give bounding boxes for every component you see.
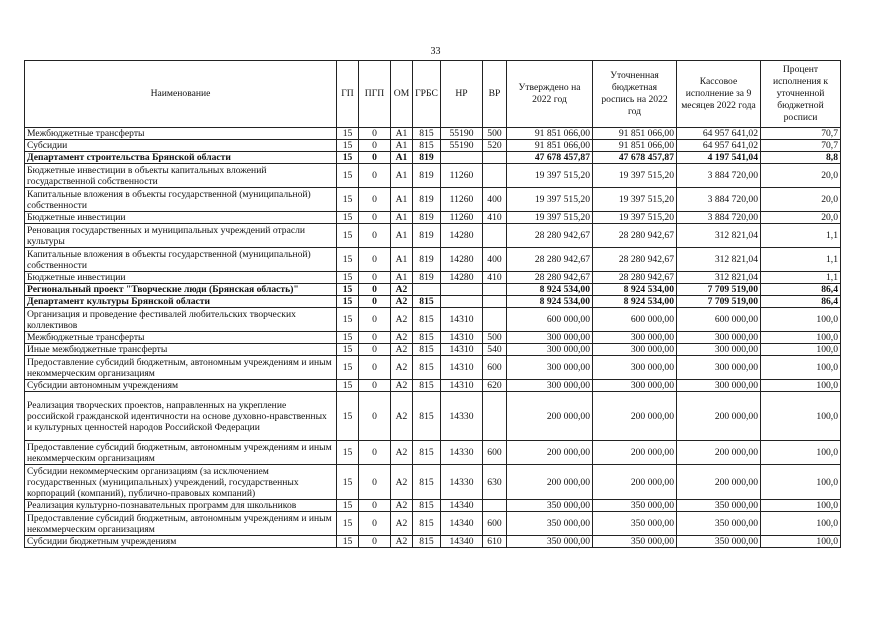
row-cash: 312 821,04 [677, 248, 761, 272]
row-percent: 70,7 [761, 140, 841, 152]
row-name: Реализация культурно-познавательных программ для школьников [25, 500, 337, 512]
row-vr: 600 [483, 356, 507, 380]
row-cash: 312 821,04 [677, 272, 761, 284]
row-vr: 410 [483, 272, 507, 284]
row-om: А1 [391, 272, 413, 284]
row-approved: 200 000,00 [507, 465, 593, 500]
row-grbs: 815 [413, 332, 441, 344]
row-cash: 64 957 641,02 [677, 128, 761, 140]
row-om: А2 [391, 332, 413, 344]
row-name: Межбюджетные трансферты [25, 332, 337, 344]
row-vr: 600 [483, 441, 507, 465]
row-approved: 47 678 457,87 [507, 152, 593, 164]
row-ppgp: 0 [359, 441, 391, 465]
row-name: Субсидии некоммерческим организациям (за исключением государственных (муниципальных) учреждений, государственных корпораций (компаний), публично-правовых компаний) [25, 465, 337, 500]
row-refined: 28 280 942,67 [593, 272, 677, 284]
table-row [25, 465, 841, 500]
row-ppgp: 0 [359, 296, 391, 308]
row-grbs: 815 [413, 512, 441, 536]
row-gp: 15 [337, 465, 359, 500]
header-vr: ВР [483, 61, 507, 128]
row-grbs: 815 [413, 128, 441, 140]
row-refined: 600 000,00 [593, 308, 677, 332]
header-cash: Кассовое исполнение за 9 месяцев 2022 года [677, 61, 761, 128]
row-grbs: 815 [413, 140, 441, 152]
row-approved: 300 000,00 [507, 332, 593, 344]
row-np: 14280 [441, 272, 483, 284]
row-approved: 19 397 515,20 [507, 164, 593, 188]
row-om: А1 [391, 248, 413, 272]
row-refined: 200 000,00 [593, 392, 677, 441]
row-grbs: 819 [413, 224, 441, 248]
header-np: НР [441, 61, 483, 128]
row-om: А2 [391, 344, 413, 356]
row-name: Бюджетные инвестиции [25, 212, 337, 224]
row-percent: 100,0 [761, 308, 841, 332]
row-refined: 350 000,00 [593, 512, 677, 536]
row-gp: 15 [337, 140, 359, 152]
row-cash: 3 884 720,00 [677, 212, 761, 224]
row-np: 11260 [441, 164, 483, 188]
row-cash: 300 000,00 [677, 344, 761, 356]
row-om: А1 [391, 128, 413, 140]
row-grbs: 815 [413, 500, 441, 512]
row-grbs: 815 [413, 536, 441, 548]
row-refined: 28 280 942,67 [593, 224, 677, 248]
row-grbs: 819 [413, 152, 441, 164]
table-row [25, 212, 841, 224]
table-row [25, 248, 841, 272]
row-name: Департамент строительства Брянской области [25, 152, 337, 164]
row-cash: 600 000,00 [677, 308, 761, 332]
row-ppgp: 0 [359, 392, 391, 441]
row-cash: 4 197 541,04 [677, 152, 761, 164]
row-percent: 1,1 [761, 272, 841, 284]
row-name: Организация и проведение фестивалей любительских творческих коллективов [25, 308, 337, 332]
row-gp: 15 [337, 332, 359, 344]
row-refined: 300 000,00 [593, 344, 677, 356]
row-vr [483, 392, 507, 441]
row-approved: 350 000,00 [507, 500, 593, 512]
row-gp: 15 [337, 392, 359, 441]
row-refined: 300 000,00 [593, 380, 677, 392]
row-grbs: 815 [413, 380, 441, 392]
row-refined: 19 397 515,20 [593, 212, 677, 224]
row-vr: 630 [483, 465, 507, 500]
row-refined: 8 924 534,00 [593, 284, 677, 296]
header-gp: ГП [337, 61, 359, 128]
row-vr: 500 [483, 332, 507, 344]
row-ppgp: 0 [359, 248, 391, 272]
table-row [25, 296, 841, 308]
row-np: 11260 [441, 188, 483, 212]
row-om: А2 [391, 500, 413, 512]
row-refined: 91 851 066,00 [593, 128, 677, 140]
header-approved: Утверждено на 2022 год [507, 61, 593, 128]
row-cash: 7 709 519,00 [677, 296, 761, 308]
header-refined: Уточненная бюджетная роспись на 2022 год [593, 61, 677, 128]
row-name: Бюджетные инвестиции в объекты капитальных вложений государственной собственности [25, 164, 337, 188]
row-percent: 70,7 [761, 128, 841, 140]
row-gp: 15 [337, 308, 359, 332]
row-vr [483, 152, 507, 164]
row-percent: 8,8 [761, 152, 841, 164]
header-percent: Процент исполнения к уточненной бюджетной росписи [761, 61, 841, 128]
row-om: А2 [391, 296, 413, 308]
row-name: Департамент культуры Брянской области [25, 296, 337, 308]
row-gp: 15 [337, 284, 359, 296]
row-ppgp: 0 [359, 512, 391, 536]
row-cash: 200 000,00 [677, 465, 761, 500]
row-refined: 300 000,00 [593, 356, 677, 380]
row-grbs: 819 [413, 164, 441, 188]
table-row [25, 344, 841, 356]
row-approved: 300 000,00 [507, 380, 593, 392]
row-gp: 15 [337, 344, 359, 356]
row-np: 55190 [441, 140, 483, 152]
row-np: 14330 [441, 441, 483, 465]
row-refined: 28 280 942,67 [593, 248, 677, 272]
row-gp: 15 [337, 152, 359, 164]
row-refined: 300 000,00 [593, 332, 677, 344]
row-grbs: 819 [413, 188, 441, 212]
row-gp: 15 [337, 380, 359, 392]
row-name: Иные межбюджетные трансферты [25, 344, 337, 356]
header-row [25, 61, 841, 128]
row-refined: 47 678 457,87 [593, 152, 677, 164]
row-ppgp: 0 [359, 224, 391, 248]
row-np: 14340 [441, 512, 483, 536]
row-grbs: 815 [413, 465, 441, 500]
row-vr: 500 [483, 128, 507, 140]
row-gp: 15 [337, 272, 359, 284]
table-row [25, 332, 841, 344]
row-approved: 200 000,00 [507, 392, 593, 441]
row-percent: 100,0 [761, 380, 841, 392]
header-name: Наименование [25, 61, 337, 128]
row-percent: 100,0 [761, 536, 841, 548]
row-ppgp: 0 [359, 332, 391, 344]
row-cash: 3 884 720,00 [677, 188, 761, 212]
row-refined: 8 924 534,00 [593, 296, 677, 308]
row-percent: 20,0 [761, 164, 841, 188]
row-ppgp: 0 [359, 344, 391, 356]
row-np: 14340 [441, 500, 483, 512]
row-ppgp: 0 [359, 164, 391, 188]
row-refined: 350 000,00 [593, 500, 677, 512]
row-grbs: 815 [413, 392, 441, 441]
row-cash: 312 821,04 [677, 224, 761, 248]
row-percent: 20,0 [761, 188, 841, 212]
table-row [25, 284, 841, 296]
row-gp: 15 [337, 356, 359, 380]
row-ppgp: 0 [359, 140, 391, 152]
row-np: 14330 [441, 465, 483, 500]
row-gp: 15 [337, 224, 359, 248]
row-om: А2 [391, 308, 413, 332]
row-percent: 100,0 [761, 465, 841, 500]
row-vr: 540 [483, 344, 507, 356]
row-grbs [413, 284, 441, 296]
row-np: 14280 [441, 224, 483, 248]
row-approved: 200 000,00 [507, 441, 593, 465]
row-name: Реновация государственных и муниципальных учреждений отрасли культуры [25, 224, 337, 248]
table-row [25, 224, 841, 248]
row-name: Реализация творческих проектов, направленных на укрепление российской гражданской идентичности на основе духовно-нравственных и культурных ценностей народов Российской Федерации [25, 392, 337, 441]
row-refined: 19 397 515,20 [593, 188, 677, 212]
row-grbs: 815 [413, 344, 441, 356]
table-row [25, 380, 841, 392]
row-cash: 300 000,00 [677, 356, 761, 380]
row-approved: 350 000,00 [507, 536, 593, 548]
row-vr: 610 [483, 536, 507, 548]
row-cash: 350 000,00 [677, 512, 761, 536]
row-ppgp: 0 [359, 212, 391, 224]
row-percent: 86,4 [761, 296, 841, 308]
row-cash: 350 000,00 [677, 500, 761, 512]
row-cash: 300 000,00 [677, 380, 761, 392]
row-cash: 7 709 519,00 [677, 284, 761, 296]
row-approved: 28 280 942,67 [507, 272, 593, 284]
row-np: 14340 [441, 536, 483, 548]
table-row [25, 512, 841, 536]
row-percent: 100,0 [761, 344, 841, 356]
row-cash: 200 000,00 [677, 441, 761, 465]
row-name: Субсидии бюджетным учреждениям [25, 536, 337, 548]
page-number: 33 [430, 46, 441, 57]
row-grbs: 819 [413, 272, 441, 284]
table-row [25, 140, 841, 152]
row-np: 14310 [441, 356, 483, 380]
row-ppgp: 0 [359, 380, 391, 392]
table-row [25, 152, 841, 164]
row-grbs: 815 [413, 441, 441, 465]
row-gp: 15 [337, 500, 359, 512]
row-vr: 620 [483, 380, 507, 392]
row-cash: 64 957 641,02 [677, 140, 761, 152]
row-gp: 15 [337, 212, 359, 224]
row-percent: 1,1 [761, 224, 841, 248]
row-vr: 520 [483, 140, 507, 152]
row-ppgp: 0 [359, 500, 391, 512]
row-refined: 350 000,00 [593, 536, 677, 548]
row-om: А2 [391, 441, 413, 465]
row-gp: 15 [337, 296, 359, 308]
row-om: А2 [391, 392, 413, 441]
row-om: А2 [391, 380, 413, 392]
row-approved: 8 924 534,00 [507, 296, 593, 308]
row-refined: 200 000,00 [593, 441, 677, 465]
row-om: А1 [391, 212, 413, 224]
row-grbs: 819 [413, 248, 441, 272]
row-grbs: 815 [413, 356, 441, 380]
row-vr: 400 [483, 248, 507, 272]
row-name: Капитальные вложения в объекты государственной (муниципальной) собственности [25, 248, 337, 272]
row-percent: 100,0 [761, 441, 841, 465]
row-ppgp: 0 [359, 272, 391, 284]
row-cash: 300 000,00 [677, 332, 761, 344]
row-percent: 100,0 [761, 392, 841, 441]
row-approved: 300 000,00 [507, 356, 593, 380]
row-name: Субсидии [25, 140, 337, 152]
row-name: Предоставление субсидий бюджетным, автономным учреждениям и иным некоммерческим организациям [25, 356, 337, 380]
row-gp: 15 [337, 164, 359, 188]
row-om: А2 [391, 356, 413, 380]
row-percent: 100,0 [761, 500, 841, 512]
row-approved: 19 397 515,20 [507, 212, 593, 224]
row-ppgp: 0 [359, 128, 391, 140]
header-om: ОМ [391, 61, 413, 128]
row-ppgp: 0 [359, 308, 391, 332]
header-grbs: ГРБС [413, 61, 441, 128]
row-om: А2 [391, 284, 413, 296]
row-percent: 20,0 [761, 212, 841, 224]
row-name: Предоставление субсидий бюджетным, автономным учреждениям и иным некоммерческим организациям [25, 512, 337, 536]
row-approved: 300 000,00 [507, 344, 593, 356]
row-om: А1 [391, 152, 413, 164]
table-row [25, 500, 841, 512]
row-np [441, 296, 483, 308]
row-cash: 200 000,00 [677, 392, 761, 441]
row-np: 11260 [441, 212, 483, 224]
row-name: Предоставление субсидий бюджетным, автономным учреждениям и иным некоммерческим организациям [25, 441, 337, 465]
row-gp: 15 [337, 536, 359, 548]
row-approved: 91 851 066,00 [507, 140, 593, 152]
row-refined: 200 000,00 [593, 465, 677, 500]
row-ppgp: 0 [359, 188, 391, 212]
table-row [25, 536, 841, 548]
table-row [25, 188, 841, 212]
table-row [25, 441, 841, 465]
row-name: Субсидии автономным учреждениям [25, 380, 337, 392]
row-refined: 19 397 515,20 [593, 164, 677, 188]
row-approved: 28 280 942,67 [507, 224, 593, 248]
row-np: 14310 [441, 344, 483, 356]
row-om: А1 [391, 224, 413, 248]
row-np: 14280 [441, 248, 483, 272]
row-cash: 3 884 720,00 [677, 164, 761, 188]
row-approved: 28 280 942,67 [507, 248, 593, 272]
row-gp: 15 [337, 188, 359, 212]
row-np: 14310 [441, 308, 483, 332]
row-approved: 600 000,00 [507, 308, 593, 332]
row-gp: 15 [337, 512, 359, 536]
row-grbs: 815 [413, 308, 441, 332]
row-grbs: 819 [413, 212, 441, 224]
row-om: А1 [391, 164, 413, 188]
row-vr: 410 [483, 212, 507, 224]
row-name: Региональный проект "Творческие люди (Брянская область)" [25, 284, 337, 296]
row-gp: 15 [337, 248, 359, 272]
row-ppgp: 0 [359, 152, 391, 164]
row-ppgp: 0 [359, 356, 391, 380]
row-vr: 400 [483, 188, 507, 212]
row-vr [483, 500, 507, 512]
table-row [25, 272, 841, 284]
row-ppgp: 0 [359, 465, 391, 500]
row-vr [483, 164, 507, 188]
row-percent: 100,0 [761, 356, 841, 380]
row-percent: 86,4 [761, 284, 841, 296]
row-cash: 350 000,00 [677, 536, 761, 548]
row-vr [483, 308, 507, 332]
row-vr: 600 [483, 512, 507, 536]
row-grbs: 815 [413, 296, 441, 308]
row-np [441, 152, 483, 164]
row-om: А1 [391, 140, 413, 152]
row-percent: 100,0 [761, 332, 841, 344]
row-vr [483, 284, 507, 296]
row-name: Бюджетные инвестиции [25, 272, 337, 284]
row-approved: 91 851 066,00 [507, 128, 593, 140]
row-np: 55190 [441, 128, 483, 140]
row-refined: 91 851 066,00 [593, 140, 677, 152]
row-om: А2 [391, 512, 413, 536]
row-np: 14310 [441, 332, 483, 344]
header-ppgp: ПГП [359, 61, 391, 128]
row-np: 14310 [441, 380, 483, 392]
row-approved: 19 397 515,20 [507, 188, 593, 212]
table-row [25, 128, 841, 140]
row-gp: 15 [337, 441, 359, 465]
row-ppgp: 0 [359, 284, 391, 296]
row-np [441, 284, 483, 296]
budget-table [24, 60, 841, 548]
row-approved: 8 924 534,00 [507, 284, 593, 296]
row-percent: 100,0 [761, 512, 841, 536]
row-ppgp: 0 [359, 536, 391, 548]
row-approved: 350 000,00 [507, 512, 593, 536]
table-row [25, 164, 841, 188]
table-row [25, 356, 841, 380]
row-name: Межбюджетные трансферты [25, 128, 337, 140]
table-body [25, 128, 841, 548]
row-percent: 1,1 [761, 248, 841, 272]
row-name: Капитальные вложения в объекты государственной (муниципальной) собственности [25, 188, 337, 212]
row-om: А2 [391, 465, 413, 500]
row-vr [483, 296, 507, 308]
row-np: 14330 [441, 392, 483, 441]
table-row [25, 308, 841, 332]
row-vr [483, 224, 507, 248]
row-gp: 15 [337, 128, 359, 140]
row-om: А1 [391, 188, 413, 212]
row-om: А2 [391, 536, 413, 548]
table-row [25, 392, 841, 441]
